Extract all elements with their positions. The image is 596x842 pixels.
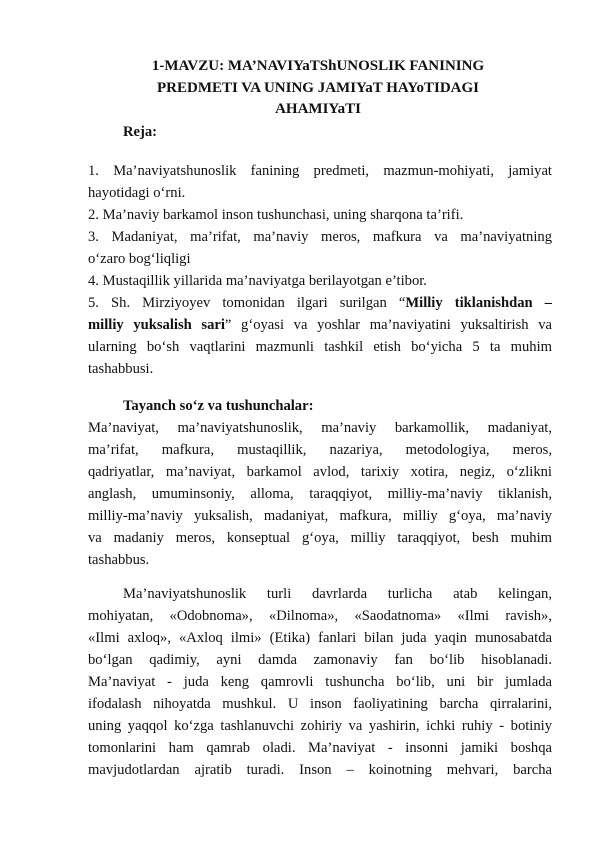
- plan-line: hayotidagi o‘rni.: [88, 185, 186, 201]
- title-line: AHAMIYaTI: [275, 101, 361, 117]
- plan-bold-text: milliy yuksalish sari: [88, 317, 225, 333]
- plan-line: [88, 292, 552, 314]
- concepts-line: qadriyatlar, ma’naviyat, barkamol avlod, tarixiy xotira, negiz, o‘zlikni: [88, 464, 552, 480]
- concepts-line: Ma’naviyat, ma’naviyatshunoslik, ma’naviy barkamollik, madaniyat,: [88, 420, 552, 436]
- plan-bold-text: Milliy tiklanishdan –: [405, 295, 552, 311]
- concepts-line: tashabbus.: [88, 552, 150, 568]
- plan-list: [88, 160, 552, 380]
- concepts-paragraph: [88, 417, 552, 571]
- document-title: [100, 56, 536, 121]
- reja-heading: Reja:: [123, 124, 158, 140]
- plan-line: 1. Ma’naviyatshunoslik fanining predmeti, mazmun-mohiyati, jamiyat: [88, 163, 552, 179]
- concepts-line: anglash, umuminsoniy, alloma, taraqqiyot, milliy-ma’naviy tiklanish,: [88, 486, 552, 502]
- body-line: «Ilmi axloq», «Axloq ilmi» (Etika) fanlari bilan juda yaqin munosabatda: [88, 630, 552, 646]
- plan-text: 5. Sh. Mirziyoyev tomonidan ilgari surilgan “: [88, 295, 406, 311]
- plan-line: 2. Ma’naviy barkamol inson tushunchasi, uning sharqona ta’rifi.: [88, 207, 464, 223]
- concepts-line: ma’rifat, mafkura, mustaqillik, nazariya, metodologiya, meros,: [88, 442, 552, 458]
- title-line: 1-MAVZU: MA’NAVIYaTShUNOSLIK FANINING: [151, 58, 485, 74]
- body-paragraph: [88, 583, 552, 781]
- body-line: mohiyatan, «Odobnoma», «Dilnoma», «Saodatnoma» «Ilmi ravish»,: [88, 608, 552, 624]
- plan-line: o‘zaro bog‘liqligi: [88, 251, 191, 267]
- body-line: Ma’naviyatshunoslik turli davrlarda turlicha atab kelingan,: [123, 586, 552, 602]
- body-line: uning yaqqol ko‘zga tashlanuvchi zohiriy va yashirin, ichki ruhiy - botiniy: [88, 718, 552, 734]
- plan-line: ularning bo‘sh vaqtlarini mazmunli tashkil etish bo‘yicha 5 ta muhim: [88, 339, 552, 355]
- body-line: tomonlarini ham qamrab oladi. Ma’naviyat - insonni jamiki boshqa: [88, 740, 552, 756]
- body-line: bo‘lgan qadimiy, ayni damda zamonaviy fan bo‘lib hisoblanadi.: [88, 652, 552, 668]
- plan-line: [88, 314, 552, 336]
- title-line: PREDMETI VA UNING JAMIYaT HAYoTIDAGI: [156, 79, 479, 96]
- concepts-line: milliy-ma’naviy yuksalish, madaniyat, mafkura, milliy g‘oya, ma’naviy: [88, 508, 552, 524]
- body-line: ifodalash nihoyatda mushkul. U inson faoliyatining barcha qirralarini,: [88, 696, 552, 712]
- plan-line: 4. Mustaqillik yillarida ma’naviyatga berilayotgan e’tibor.: [88, 273, 427, 289]
- body-line: Ma’naviyat - juda keng qamrovli tushuncha bo‘lib, uni bir jumlada: [88, 674, 552, 690]
- plan-line: 3. Madaniyat, ma’rifat, ma’naviy meros, mafkura va ma’naviyatning: [88, 229, 552, 245]
- plan-text: ” g‘oyasi va yoshlar ma’naviyatini yuksaltirish va: [224, 317, 552, 333]
- body-line: mavjudotlardan ajratib turadi. Inson – koinotning mehvari, barcha: [88, 762, 552, 778]
- concepts-line: va madaniy meros, konseptual g‘oya, milliy taraqqiyot, besh muhim: [88, 530, 552, 546]
- plan-line: tashabbusi.: [88, 361, 154, 377]
- concepts-heading: Tayanch so‘z va tushunchalar:: [123, 398, 314, 414]
